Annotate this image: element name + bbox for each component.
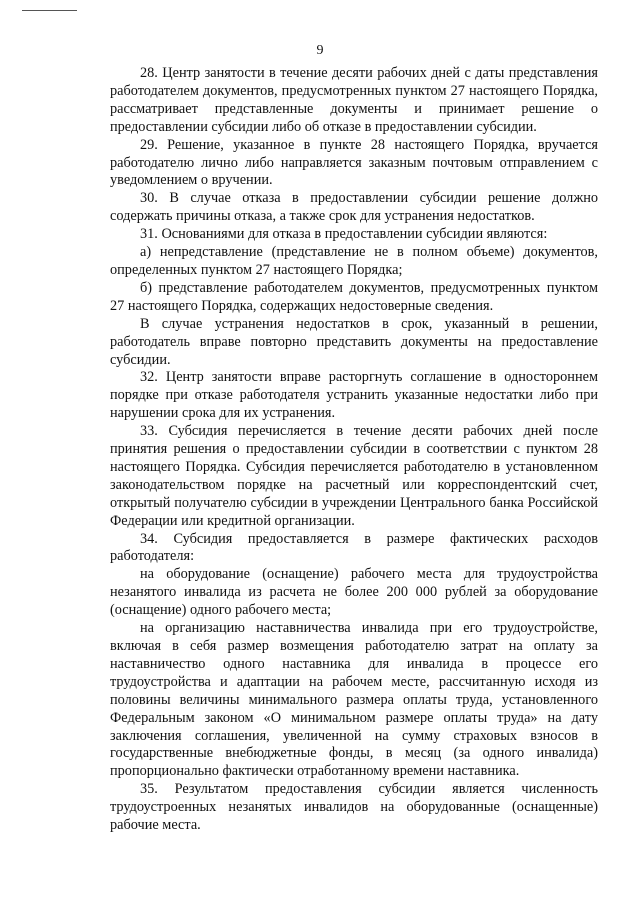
paragraph-34: 34. Субсидия предоставляется в размере фактических расходов работодателя: [110, 530, 598, 565]
paragraph-31-resubmission: В случае устранения недостатков в срок, указанный в решении, работодатель вправе повторно представить документы на предоставление субсидии. [110, 315, 598, 368]
paragraph-35: 35. Результатом предоставления субсидии является численность трудоустроенных незанятых инвалидов на оборудованные (оснащенные) рабочие места. [110, 781, 598, 834]
paragraph-31-a: а) непредставление (представление не в полном объеме) документов, определенных пунктом 27 настоящего Порядка; [110, 244, 598, 278]
top-rule [22, 10, 77, 11]
page-number: 9 [316, 43, 324, 58]
paragraph-29: 29. Решение, указанное в пункте 28 настоящего Порядка, вручается работодателю лично либо направляется заказным почтовым отправлением с уведомлением о вручении. [110, 136, 598, 189]
paragraph-28: 28. Центр занятости в течение десяти рабочих дней с даты представления работодателем документов, предусмотренных пунктом 27 настоящего Порядка, рассматривает представленные документы и принимает решение о предоставлении субсидии либо об отказе в предоставлении субсидии. [110, 65, 598, 135]
paragraph-34-equipment: на оборудование (оснащение) рабочего места для трудоустройства незанятого инвалида из расчета не более 200 000 рублей за оборудование (оснащение) одного рабочего места; [110, 566, 598, 619]
paragraph-33: 33. Субсидия перечисляется в течение десяти рабочих дней после принятия решения о предоставлении субсидии в соответствии с пунктом 28 настоящего Порядка. Субсидия перечисляется работодателю в установленном законодательством порядке на расчетный или корреспондентский счет, открытый получателю субсидии в учреждении Центрального банка Российской Федерации или кредитной организации. [110, 423, 598, 529]
paragraph-31-b: б) представление работодателем документов, предусмотренных пунктом 27 настоящего Порядка, содержащих недостоверные сведения. [110, 279, 598, 314]
document-body [110, 65, 598, 835]
paragraph-30: 30. В случае отказа в предоставлении субсидии решение должно содержать причины отказа, а также срок для устранения недостатков. [110, 190, 598, 225]
paragraph-32: 32. Центр занятости вправе расторгнуть соглашение в одностороннем порядке при отказе работодателя устранить указанные недостатки либо при нарушении срока для их устранения. [110, 369, 598, 422]
paragraph-31: 31. Основаниями для отказа в предоставлении субсидии являются: [140, 226, 548, 243]
paragraph-34-mentoring: на организацию наставничества инвалида при его трудоустройстве, включая в себя размер возмещения работодателю затрат на оплату за наставничество одного наставника для инвалида в процессе его трудоустройства и адаптации на рабочем месте, рассчитанную исходя из половины величины минимального размера оплаты труда, установленного Федеральным законом «О минимальном размере оплаты труда» на дату заключения соглашения, увеличенной на сумму страховых взносов в государственные внебюджетные фонды, в месяц (за одного инвалида) пропорционально фактически отработанному времени наставника. [110, 620, 598, 780]
